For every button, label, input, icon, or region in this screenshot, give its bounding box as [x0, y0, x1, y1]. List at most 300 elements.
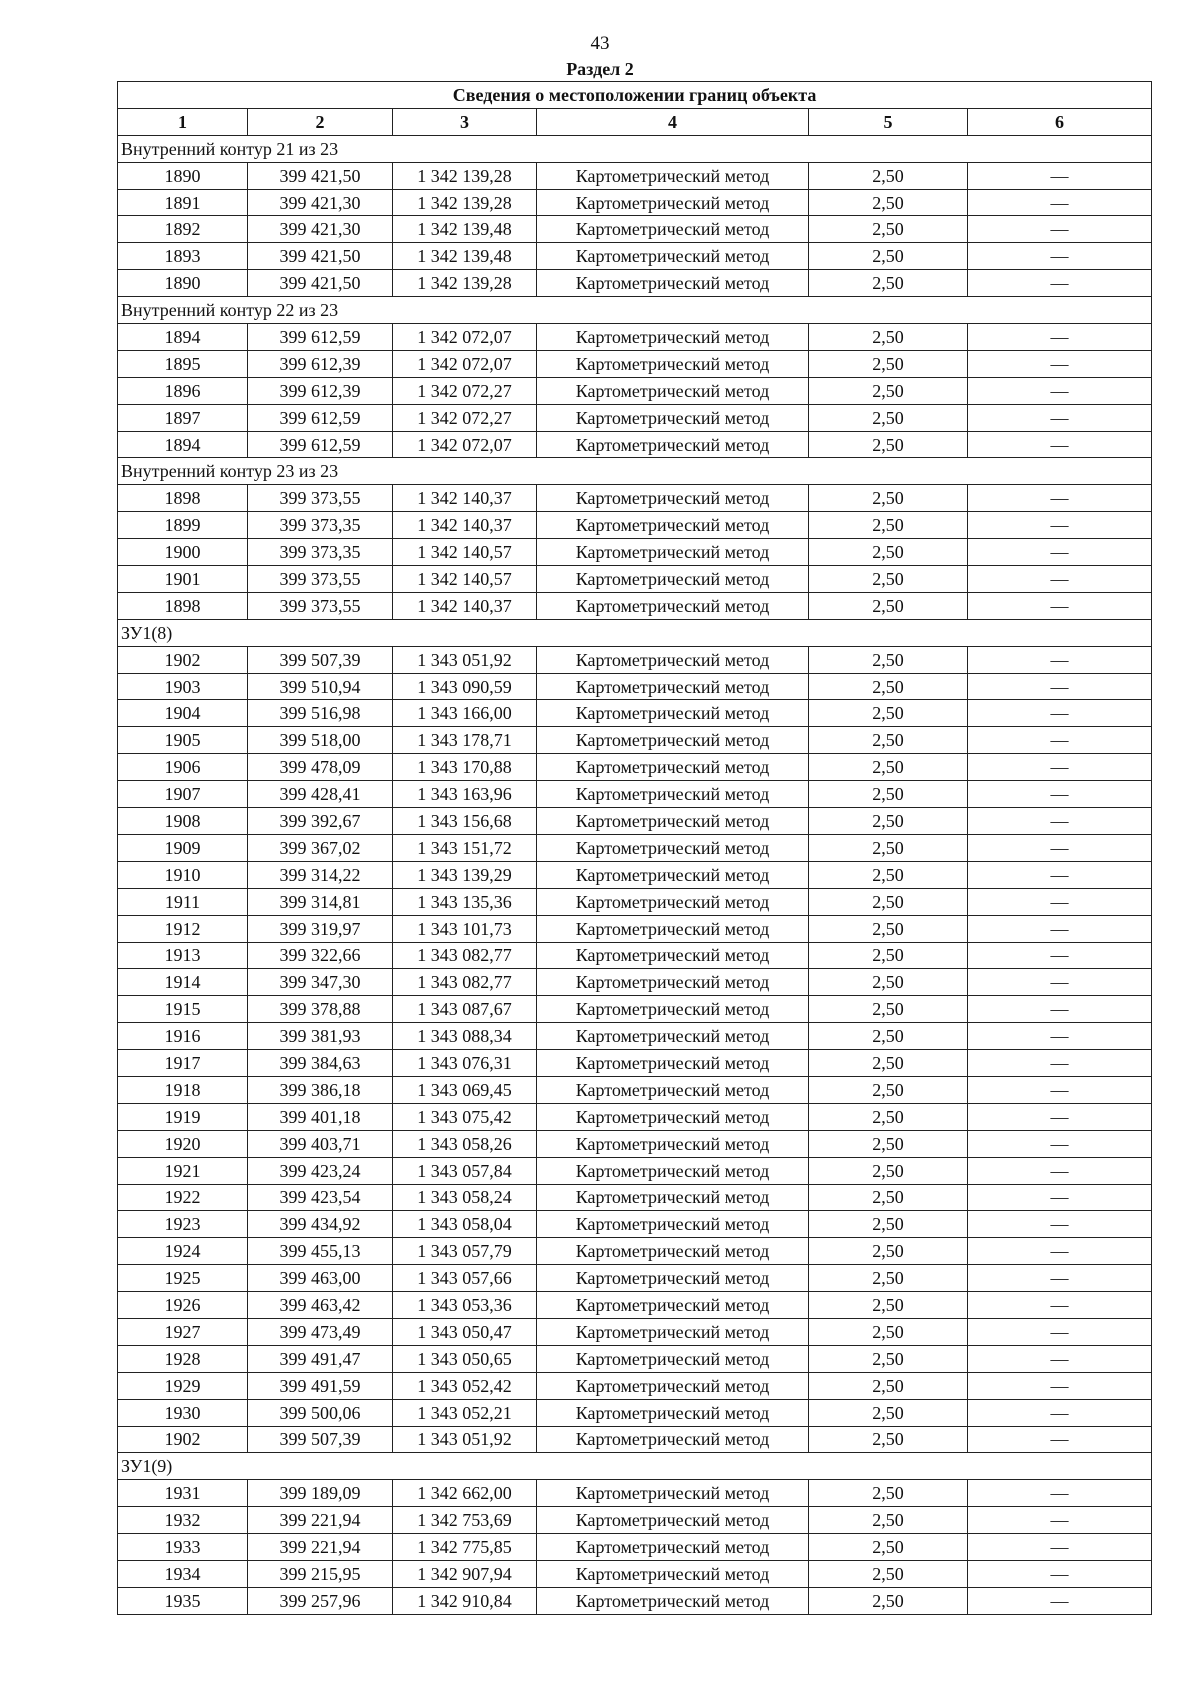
- y-coordinate-cell: 1 343 163,96: [393, 781, 537, 808]
- accuracy-cell: 2,50: [809, 1130, 968, 1157]
- y-coordinate-cell: 1 343 087,67: [393, 996, 537, 1023]
- point-number-cell: 1911: [118, 888, 248, 915]
- description-cell: —: [968, 1211, 1152, 1238]
- point-number-cell: 1932: [118, 1507, 248, 1534]
- x-coordinate-cell: 399 612,39: [248, 377, 393, 404]
- method-cell: Картометрический метод: [537, 808, 809, 835]
- x-coordinate-cell: 399 221,94: [248, 1534, 393, 1561]
- x-coordinate-cell: 399 612,59: [248, 431, 393, 458]
- description-cell: —: [968, 485, 1152, 512]
- point-number-cell: 1894: [118, 324, 248, 351]
- y-coordinate-cell: 1 342 140,57: [393, 566, 537, 593]
- method-cell: Картометрический метод: [537, 243, 809, 270]
- table-row: [118, 216, 1152, 243]
- accuracy-cell: 2,50: [809, 216, 968, 243]
- method-cell: Картометрический метод: [537, 566, 809, 593]
- table-row: [118, 834, 1152, 861]
- accuracy-cell: 2,50: [809, 1318, 968, 1345]
- description-cell: —: [968, 888, 1152, 915]
- point-number-cell: 1899: [118, 512, 248, 539]
- method-cell: Картометрический метод: [537, 1345, 809, 1372]
- point-number-cell: 1912: [118, 915, 248, 942]
- method-cell: Картометрический метод: [537, 861, 809, 888]
- method-cell: Картометрический метод: [537, 377, 809, 404]
- table-row: [118, 1560, 1152, 1587]
- method-cell: Картометрический метод: [537, 781, 809, 808]
- table-body: [118, 135, 1152, 1614]
- description-cell: —: [968, 270, 1152, 297]
- accuracy-cell: 2,50: [809, 1372, 968, 1399]
- y-coordinate-cell: 1 342 910,84: [393, 1587, 537, 1614]
- description-cell: —: [968, 1076, 1152, 1103]
- x-coordinate-cell: 399 421,50: [248, 243, 393, 270]
- description-cell: —: [968, 350, 1152, 377]
- x-coordinate-cell: 399 510,94: [248, 673, 393, 700]
- x-coordinate-cell: 399 378,88: [248, 996, 393, 1023]
- table-row: [118, 808, 1152, 835]
- description-cell: —: [968, 1534, 1152, 1561]
- method-cell: Картометрический метод: [537, 404, 809, 431]
- table-row: [118, 1507, 1152, 1534]
- x-coordinate-cell: 399 423,54: [248, 1184, 393, 1211]
- method-cell: Картометрический метод: [537, 485, 809, 512]
- y-coordinate-cell: 1 342 139,28: [393, 189, 537, 216]
- method-cell: Картометрический метод: [537, 969, 809, 996]
- x-coordinate-cell: 399 257,96: [248, 1587, 393, 1614]
- table-row: [118, 485, 1152, 512]
- y-coordinate-cell: 1 343 051,92: [393, 646, 537, 673]
- x-coordinate-cell: 399 314,22: [248, 861, 393, 888]
- contour-group-label: Внутренний контур 21 из 23: [118, 135, 1152, 162]
- point-number-cell: 1920: [118, 1130, 248, 1157]
- y-coordinate-cell: 1 343 050,47: [393, 1318, 537, 1345]
- point-number-cell: 1923: [118, 1211, 248, 1238]
- accuracy-cell: 2,50: [809, 1023, 968, 1050]
- x-coordinate-cell: 399 373,35: [248, 512, 393, 539]
- description-cell: —: [968, 1130, 1152, 1157]
- table-row: [118, 1076, 1152, 1103]
- method-cell: Картометрический метод: [537, 996, 809, 1023]
- point-number-cell: 1929: [118, 1372, 248, 1399]
- description-cell: —: [968, 727, 1152, 754]
- table-row: [118, 700, 1152, 727]
- point-number-cell: 1898: [118, 485, 248, 512]
- y-coordinate-cell: 1 343 057,66: [393, 1265, 537, 1292]
- accuracy-cell: 2,50: [809, 1292, 968, 1319]
- contour-group-row: [118, 1453, 1152, 1480]
- x-coordinate-cell: 399 478,09: [248, 754, 393, 781]
- column-number-3: 3: [393, 108, 537, 135]
- accuracy-cell: 2,50: [809, 1157, 968, 1184]
- contour-group-label: ЗУ1(9): [118, 1453, 1152, 1480]
- point-number-cell: 1906: [118, 754, 248, 781]
- x-coordinate-cell: 399 221,94: [248, 1507, 393, 1534]
- description-cell: —: [968, 646, 1152, 673]
- accuracy-cell: 2,50: [809, 1560, 968, 1587]
- y-coordinate-cell: 1 342 072,07: [393, 431, 537, 458]
- table-row: [118, 781, 1152, 808]
- point-number-cell: 1909: [118, 834, 248, 861]
- accuracy-cell: 2,50: [809, 1184, 968, 1211]
- y-coordinate-cell: 1 342 072,07: [393, 324, 537, 351]
- table-row: [118, 1426, 1152, 1453]
- contour-group-row: [118, 135, 1152, 162]
- accuracy-cell: 2,50: [809, 324, 968, 351]
- y-coordinate-cell: 1 343 076,31: [393, 1050, 537, 1077]
- method-cell: Картометрический метод: [537, 512, 809, 539]
- description-cell: —: [968, 512, 1152, 539]
- x-coordinate-cell: 399 421,30: [248, 189, 393, 216]
- y-coordinate-cell: 1 342 907,94: [393, 1560, 537, 1587]
- y-coordinate-cell: 1 342 072,27: [393, 404, 537, 431]
- method-cell: Картометрический метод: [537, 700, 809, 727]
- accuracy-cell: 2,50: [809, 1238, 968, 1265]
- x-coordinate-cell: 399 421,50: [248, 162, 393, 189]
- table-row: [118, 162, 1152, 189]
- description-cell: —: [968, 700, 1152, 727]
- accuracy-cell: 2,50: [809, 485, 968, 512]
- point-number-cell: 1893: [118, 243, 248, 270]
- y-coordinate-cell: 1 342 140,37: [393, 485, 537, 512]
- description-cell: —: [968, 566, 1152, 593]
- description-cell: —: [968, 1399, 1152, 1426]
- contour-group-row: [118, 458, 1152, 485]
- accuracy-cell: 2,50: [809, 727, 968, 754]
- description-cell: —: [968, 834, 1152, 861]
- point-number-cell: 1900: [118, 539, 248, 566]
- accuracy-cell: 2,50: [809, 808, 968, 835]
- point-number-cell: 1928: [118, 1345, 248, 1372]
- accuracy-cell: 2,50: [809, 1050, 968, 1077]
- point-number-cell: 1934: [118, 1560, 248, 1587]
- y-coordinate-cell: 1 343 050,65: [393, 1345, 537, 1372]
- accuracy-cell: 2,50: [809, 1480, 968, 1507]
- method-cell: Картометрический метод: [537, 1292, 809, 1319]
- description-cell: —: [968, 1372, 1152, 1399]
- description-cell: —: [968, 324, 1152, 351]
- method-cell: Картометрический метод: [537, 754, 809, 781]
- x-coordinate-cell: 399 455,13: [248, 1238, 393, 1265]
- point-number-cell: 1904: [118, 700, 248, 727]
- table-row: [118, 539, 1152, 566]
- description-cell: —: [968, 1157, 1152, 1184]
- accuracy-cell: 2,50: [809, 861, 968, 888]
- table-row: [118, 189, 1152, 216]
- description-cell: —: [968, 942, 1152, 969]
- column-number-1: 1: [118, 108, 248, 135]
- table-row: [118, 888, 1152, 915]
- point-number-cell: 1927: [118, 1318, 248, 1345]
- x-coordinate-cell: 399 401,18: [248, 1103, 393, 1130]
- point-number-cell: 1898: [118, 592, 248, 619]
- table-row: [118, 431, 1152, 458]
- point-number-cell: 1919: [118, 1103, 248, 1130]
- method-cell: Картометрический метод: [537, 1426, 809, 1453]
- table-row: [118, 1372, 1152, 1399]
- table-row: [118, 404, 1152, 431]
- table-row: [118, 1050, 1152, 1077]
- point-number-cell: 1926: [118, 1292, 248, 1319]
- y-coordinate-cell: 1 343 075,42: [393, 1103, 537, 1130]
- y-coordinate-cell: 1 342 072,07: [393, 350, 537, 377]
- accuracy-cell: 2,50: [809, 888, 968, 915]
- point-number-cell: 1890: [118, 162, 248, 189]
- x-coordinate-cell: 399 473,49: [248, 1318, 393, 1345]
- x-coordinate-cell: 399 612,59: [248, 404, 393, 431]
- accuracy-cell: 2,50: [809, 512, 968, 539]
- accuracy-cell: 2,50: [809, 1103, 968, 1130]
- description-cell: —: [968, 1265, 1152, 1292]
- description-cell: —: [968, 243, 1152, 270]
- table-row: [118, 754, 1152, 781]
- y-coordinate-cell: 1 343 139,29: [393, 861, 537, 888]
- method-cell: Картометрический метод: [537, 1480, 809, 1507]
- point-number-cell: 1902: [118, 646, 248, 673]
- method-cell: Картометрический метод: [537, 1023, 809, 1050]
- table-row: [118, 1130, 1152, 1157]
- x-coordinate-cell: 399 403,71: [248, 1130, 393, 1157]
- accuracy-cell: 2,50: [809, 915, 968, 942]
- accuracy-cell: 2,50: [809, 592, 968, 619]
- table-row: [118, 996, 1152, 1023]
- description-cell: —: [968, 1184, 1152, 1211]
- accuracy-cell: 2,50: [809, 189, 968, 216]
- accuracy-cell: 2,50: [809, 673, 968, 700]
- y-coordinate-cell: 1 343 057,84: [393, 1157, 537, 1184]
- column-number-2: 2: [248, 108, 393, 135]
- method-cell: Картометрический метод: [537, 1157, 809, 1184]
- table-row: [118, 270, 1152, 297]
- accuracy-cell: 2,50: [809, 1076, 968, 1103]
- table-caption: Сведения о местоположении границ объекта: [118, 82, 1152, 109]
- table-row: [118, 592, 1152, 619]
- y-coordinate-cell: 1 343 069,45: [393, 1076, 537, 1103]
- method-cell: Картометрический метод: [537, 1399, 809, 1426]
- table-row: [118, 1480, 1152, 1507]
- description-cell: —: [968, 1587, 1152, 1614]
- point-number-cell: 1910: [118, 861, 248, 888]
- accuracy-cell: 2,50: [809, 243, 968, 270]
- y-coordinate-cell: 1 342 072,27: [393, 377, 537, 404]
- y-coordinate-cell: 1 343 135,36: [393, 888, 537, 915]
- x-coordinate-cell: 399 518,00: [248, 727, 393, 754]
- x-coordinate-cell: 399 507,39: [248, 1426, 393, 1453]
- table-row: [118, 377, 1152, 404]
- table-row: [118, 243, 1152, 270]
- method-cell: Картометрический метод: [537, 270, 809, 297]
- y-coordinate-cell: 1 343 058,26: [393, 1130, 537, 1157]
- accuracy-cell: 2,50: [809, 404, 968, 431]
- point-number-cell: 1921: [118, 1157, 248, 1184]
- contour-group-label: ЗУ1(8): [118, 619, 1152, 646]
- x-coordinate-cell: 399 491,59: [248, 1372, 393, 1399]
- x-coordinate-cell: 399 314,81: [248, 888, 393, 915]
- method-cell: Картометрический метод: [537, 431, 809, 458]
- table-row: [118, 727, 1152, 754]
- description-cell: —: [968, 996, 1152, 1023]
- method-cell: Картометрический метод: [537, 1318, 809, 1345]
- method-cell: Картометрический метод: [537, 1076, 809, 1103]
- x-coordinate-cell: 399 612,39: [248, 350, 393, 377]
- boundary-coordinates-table: [117, 81, 1152, 1615]
- method-cell: Картометрический метод: [537, 1534, 809, 1561]
- x-coordinate-cell: 399 373,55: [248, 485, 393, 512]
- accuracy-cell: 2,50: [809, 566, 968, 593]
- method-cell: Картометрический метод: [537, 1184, 809, 1211]
- accuracy-cell: 2,50: [809, 942, 968, 969]
- contour-group-row: [118, 619, 1152, 646]
- y-coordinate-cell: 1 343 170,88: [393, 754, 537, 781]
- method-cell: Картометрический метод: [537, 1050, 809, 1077]
- table-row: [118, 673, 1152, 700]
- accuracy-cell: 2,50: [809, 1507, 968, 1534]
- description-cell: —: [968, 1292, 1152, 1319]
- x-coordinate-cell: 399 507,39: [248, 646, 393, 673]
- method-cell: Картометрический метод: [537, 646, 809, 673]
- y-coordinate-cell: 1 343 052,42: [393, 1372, 537, 1399]
- method-cell: Картометрический метод: [537, 1507, 809, 1534]
- x-coordinate-cell: 399 463,00: [248, 1265, 393, 1292]
- description-cell: —: [968, 915, 1152, 942]
- point-number-cell: 1931: [118, 1480, 248, 1507]
- x-coordinate-cell: 399 500,06: [248, 1399, 393, 1426]
- y-coordinate-cell: 1 342 140,57: [393, 539, 537, 566]
- x-coordinate-cell: 399 434,92: [248, 1211, 393, 1238]
- accuracy-cell: 2,50: [809, 539, 968, 566]
- accuracy-cell: 2,50: [809, 1587, 968, 1614]
- y-coordinate-cell: 1 342 753,69: [393, 1507, 537, 1534]
- table-row: [118, 861, 1152, 888]
- point-number-cell: 1894: [118, 431, 248, 458]
- table-row: [118, 1534, 1152, 1561]
- x-coordinate-cell: 399 423,24: [248, 1157, 393, 1184]
- table-row: [118, 1211, 1152, 1238]
- table-row: [118, 1399, 1152, 1426]
- point-number-cell: 1892: [118, 216, 248, 243]
- x-coordinate-cell: 399 347,30: [248, 969, 393, 996]
- y-coordinate-cell: 1 342 139,48: [393, 243, 537, 270]
- table-row: [118, 1184, 1152, 1211]
- table-row: [118, 1023, 1152, 1050]
- table-row: [118, 512, 1152, 539]
- table-row: [118, 1103, 1152, 1130]
- description-cell: —: [968, 1345, 1152, 1372]
- point-number-cell: 1914: [118, 969, 248, 996]
- method-cell: Картометрический метод: [537, 1130, 809, 1157]
- accuracy-cell: 2,50: [809, 996, 968, 1023]
- method-cell: Картометрический метод: [537, 1372, 809, 1399]
- table-row: [118, 1318, 1152, 1345]
- y-coordinate-cell: 1 343 082,77: [393, 969, 537, 996]
- method-cell: Картометрический метод: [537, 1560, 809, 1587]
- column-number-4: 4: [537, 108, 809, 135]
- x-coordinate-cell: 399 381,93: [248, 1023, 393, 1050]
- method-cell: Картометрический метод: [537, 915, 809, 942]
- method-cell: Картометрический метод: [537, 324, 809, 351]
- y-coordinate-cell: 1 343 058,24: [393, 1184, 537, 1211]
- table-row: [118, 969, 1152, 996]
- x-coordinate-cell: 399 392,67: [248, 808, 393, 835]
- description-cell: —: [968, 861, 1152, 888]
- table-row: [118, 1587, 1152, 1614]
- description-cell: —: [968, 431, 1152, 458]
- y-coordinate-cell: 1 342 140,37: [393, 512, 537, 539]
- method-cell: Картометрический метод: [537, 592, 809, 619]
- y-coordinate-cell: 1 342 662,00: [393, 1480, 537, 1507]
- x-coordinate-cell: 399 373,55: [248, 592, 393, 619]
- y-coordinate-cell: 1 342 139,48: [393, 216, 537, 243]
- x-coordinate-cell: 399 421,30: [248, 216, 393, 243]
- description-cell: —: [968, 1426, 1152, 1453]
- description-cell: —: [968, 1480, 1152, 1507]
- point-number-cell: 1922: [118, 1184, 248, 1211]
- x-coordinate-cell: 399 373,55: [248, 566, 393, 593]
- y-coordinate-cell: 1 343 178,71: [393, 727, 537, 754]
- description-cell: —: [968, 404, 1152, 431]
- x-coordinate-cell: 399 319,97: [248, 915, 393, 942]
- point-number-cell: 1915: [118, 996, 248, 1023]
- method-cell: Картометрический метод: [537, 216, 809, 243]
- table-row: [118, 350, 1152, 377]
- method-cell: Картометрический метод: [537, 942, 809, 969]
- point-number-cell: 1935: [118, 1587, 248, 1614]
- contour-group-row: [118, 297, 1152, 324]
- description-cell: —: [968, 216, 1152, 243]
- table-row: [118, 324, 1152, 351]
- accuracy-cell: 2,50: [809, 754, 968, 781]
- accuracy-cell: 2,50: [809, 1399, 968, 1426]
- accuracy-cell: 2,50: [809, 1534, 968, 1561]
- table-row: [118, 1265, 1152, 1292]
- y-coordinate-cell: 1 343 101,73: [393, 915, 537, 942]
- accuracy-cell: 2,50: [809, 1211, 968, 1238]
- accuracy-cell: 2,50: [809, 1426, 968, 1453]
- method-cell: Картометрический метод: [537, 539, 809, 566]
- method-cell: Картометрический метод: [537, 888, 809, 915]
- x-coordinate-cell: 399 189,09: [248, 1480, 393, 1507]
- point-number-cell: 1895: [118, 350, 248, 377]
- page-number: 43: [590, 33, 610, 54]
- table-row: [118, 942, 1152, 969]
- method-cell: Картометрический метод: [537, 727, 809, 754]
- y-coordinate-cell: 1 343 051,92: [393, 1426, 537, 1453]
- description-cell: —: [968, 1023, 1152, 1050]
- y-coordinate-cell: 1 343 058,04: [393, 1211, 537, 1238]
- description-cell: —: [968, 1507, 1152, 1534]
- x-coordinate-cell: 399 322,66: [248, 942, 393, 969]
- x-coordinate-cell: 399 516,98: [248, 700, 393, 727]
- description-cell: —: [968, 189, 1152, 216]
- description-cell: —: [968, 1238, 1152, 1265]
- x-coordinate-cell: 399 367,02: [248, 834, 393, 861]
- point-number-cell: 1897: [118, 404, 248, 431]
- description-cell: —: [968, 1050, 1152, 1077]
- table-row: [118, 915, 1152, 942]
- table-row: [118, 646, 1152, 673]
- column-number-6: 6: [968, 108, 1152, 135]
- point-number-cell: 1917: [118, 1050, 248, 1077]
- y-coordinate-cell: 1 343 166,00: [393, 700, 537, 727]
- section-title: Раздел 2: [566, 59, 634, 79]
- description-cell: —: [968, 1560, 1152, 1587]
- point-number-cell: 1902: [118, 1426, 248, 1453]
- method-cell: Картометрический метод: [537, 1265, 809, 1292]
- y-coordinate-cell: 1 343 151,72: [393, 834, 537, 861]
- method-cell: Картометрический метод: [537, 673, 809, 700]
- point-number-cell: 1905: [118, 727, 248, 754]
- table-row: [118, 566, 1152, 593]
- description-cell: —: [968, 781, 1152, 808]
